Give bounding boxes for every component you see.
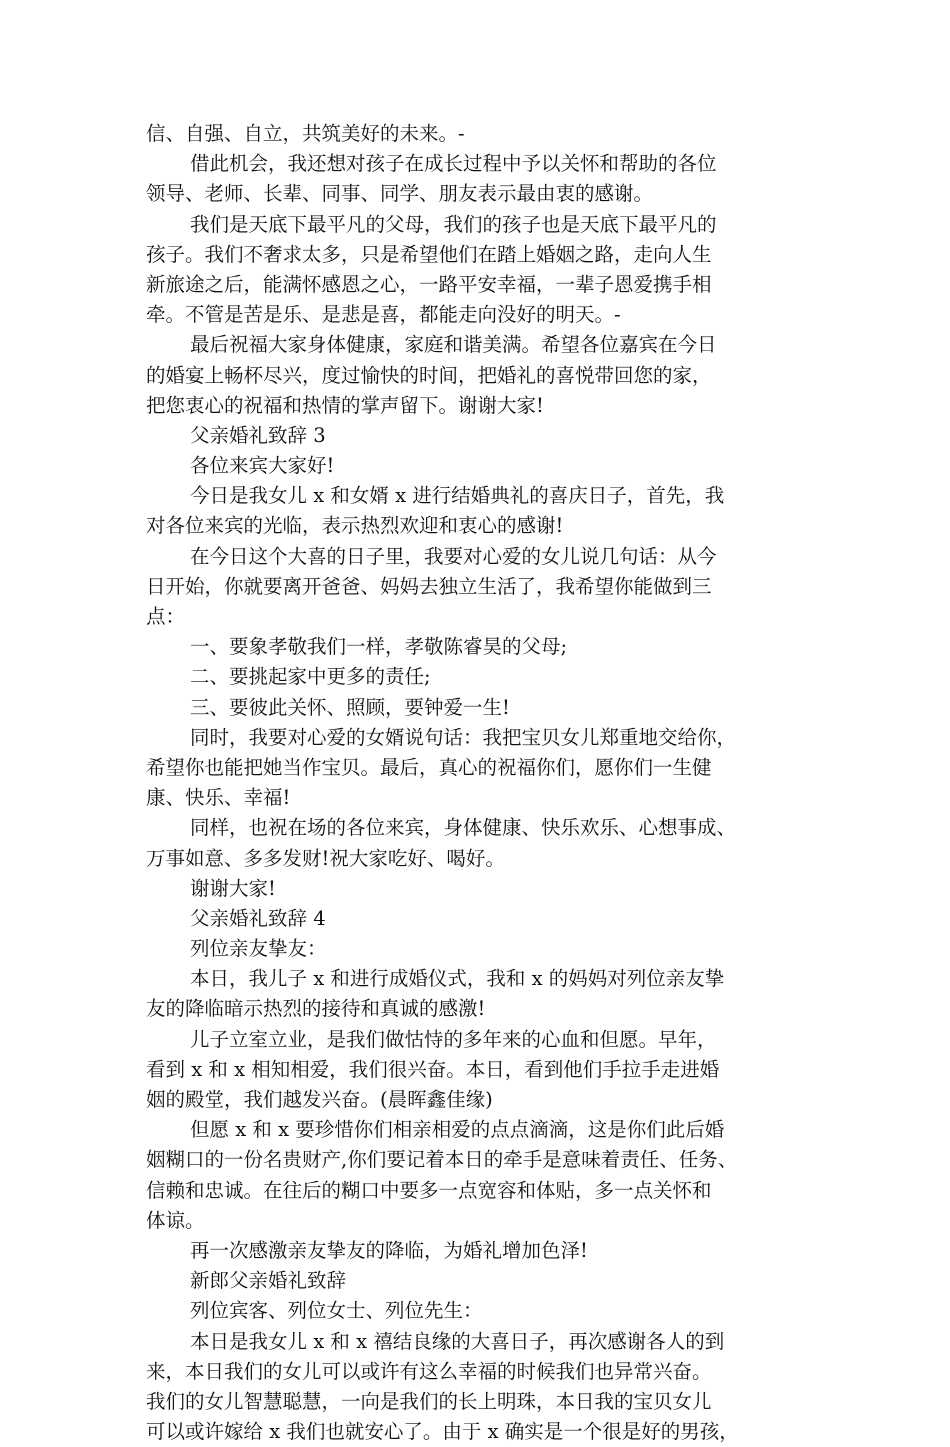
text-line: 我们的女儿智慧聪慧，一向是我们的长上明珠，本日我的宝贝女儿 — [146, 1389, 712, 1413]
text-line: 友的降临暗示热烈的接待和真诚的感激! — [146, 997, 486, 1021]
text-line: 同样，也祝在场的各位来宾，身体健康、快乐欢乐、心想事成、 — [190, 816, 737, 840]
text-line: 三、要彼此关怀、照顾，要钟爱一生! — [190, 695, 510, 719]
text-line: 体谅。 — [146, 1208, 205, 1232]
text-line: 我们是天底下最平凡的父母，我们的孩子也是天底下最平凡的 — [190, 212, 717, 236]
text-line: 新旅途之后，能满怀感恩之心，一路平安幸福，一辈子恩爱携手相 — [146, 272, 712, 296]
text-line: 信赖和忠诚。在往后的糊口中要多一点宽容和体贴，多一点关怀和 — [146, 1178, 712, 1202]
text-line: 可以或许嫁给 x 我们也就安心了。由于 x 确实是一个很是好的男孩， — [146, 1420, 739, 1444]
text-line: 对各位来宾的光临，表示热烈欢迎和衷心的感谢! — [146, 514, 564, 538]
text-line: 列位宾客、列位女士、列位先生： — [190, 1299, 483, 1323]
text-line: 同时，我要对心爱的女婿说句话：我把宝贝女儿郑重地交给你， — [190, 725, 737, 749]
text-line: 姻的殿堂，我们越发兴奋。(晨晖鑫佳缘) — [146, 1088, 493, 1111]
text-line: 谢谢大家! — [190, 876, 276, 900]
text-line: 点： — [146, 605, 186, 628]
text-line: 领导、老师、长辈、同事、同学、朋友表示最由衷的感谢。 — [146, 182, 654, 206]
text-line: 儿子立室立业，是我们做怙恃的多年来的心血和但愿。早年， — [190, 1027, 717, 1051]
text-line: 看到 x 和 x 相知相爱，我们很兴奋。本日，看到他们手拉手走进婚 — [146, 1057, 720, 1081]
document-body — [146, 119, 824, 1447]
text-line: 康、快乐、幸福! — [146, 786, 291, 810]
text-line: 父亲婚礼致辞 3 — [190, 423, 326, 447]
text-line: 今日是我女儿 x 和女婿 x 进行结婚典礼的喜庆日子，首先，我 — [190, 484, 725, 508]
text-line: 来，本日我们的女儿可以或许有这么幸福的时候我们也异常兴奋。 — [146, 1359, 712, 1383]
text-line: 孩子。我们不奢求太多，只是希望他们在踏上婚姻之路，走向人生 — [146, 242, 712, 266]
text-line: 希望你也能把她当作宝贝。最后，真心的祝福你们，愿你们一生健 — [146, 755, 712, 779]
text-line: 把您衷心的祝福和热情的掌声留下。谢谢大家! — [146, 393, 544, 417]
text-line: 日开始，你就要离开爸爸、妈妈去独立生活了，我希望你能做到三 — [146, 574, 712, 598]
text-line: 的婚宴上畅杯尽兴，度过愉快的时间，把婚礼的喜悦带回您的家， — [146, 363, 712, 387]
text-line: 新郎父亲婚礼致辞 — [190, 1269, 347, 1293]
text-line: 一、要象孝敬我们一样，孝敬陈睿昊的父母; — [190, 635, 568, 659]
text-line: 但愿 x 和 x 要珍惜你们相亲相爱的点点滴滴，这是你们此后婚 — [190, 1118, 725, 1142]
text-line: 牵。不管是苦是乐、是悲是喜，都能走向没好的明天。- — [146, 303, 621, 327]
text-line: 在今日这个大喜的日子里，我要对心爱的女儿说几句话：从今 — [190, 544, 717, 568]
text-line: 本日，我儿子 x 和进行成婚仪式，我和 x 的妈妈对列位亲友挚 — [190, 967, 725, 991]
text-line: 父亲婚礼致辞 4 — [190, 906, 326, 930]
text-line: 最后祝福大家身体健康，家庭和谐美满。希望各位嘉宾在今日 — [190, 333, 717, 357]
text-line: 再一次感激亲友挚友的降临，为婚礼增加色泽! — [190, 1238, 588, 1262]
text-line: 列位亲友挚友： — [190, 937, 327, 961]
text-line: 万事如意、多多发财!祝大家吃好、喝好。 — [146, 846, 505, 870]
text-line: 本日是我女儿 x 和 x 禧结良缘的大喜日子，再次感谢各人的到 — [190, 1329, 725, 1353]
text-line: 借此机会，我还想对孩子在成长过程中予以关怀和帮助的各位 — [190, 152, 717, 176]
text-line: 姻糊口的一份名贵财产,你们要记着本日的牵手是意味着责任、任务、 — [146, 1148, 738, 1172]
text-line: 各位来宾大家好! — [190, 454, 335, 478]
text-line: 信、自强、自立，共筑美好的未来。- — [146, 122, 465, 145]
text-line: 二、要挑起家中更多的责任; — [190, 665, 431, 689]
